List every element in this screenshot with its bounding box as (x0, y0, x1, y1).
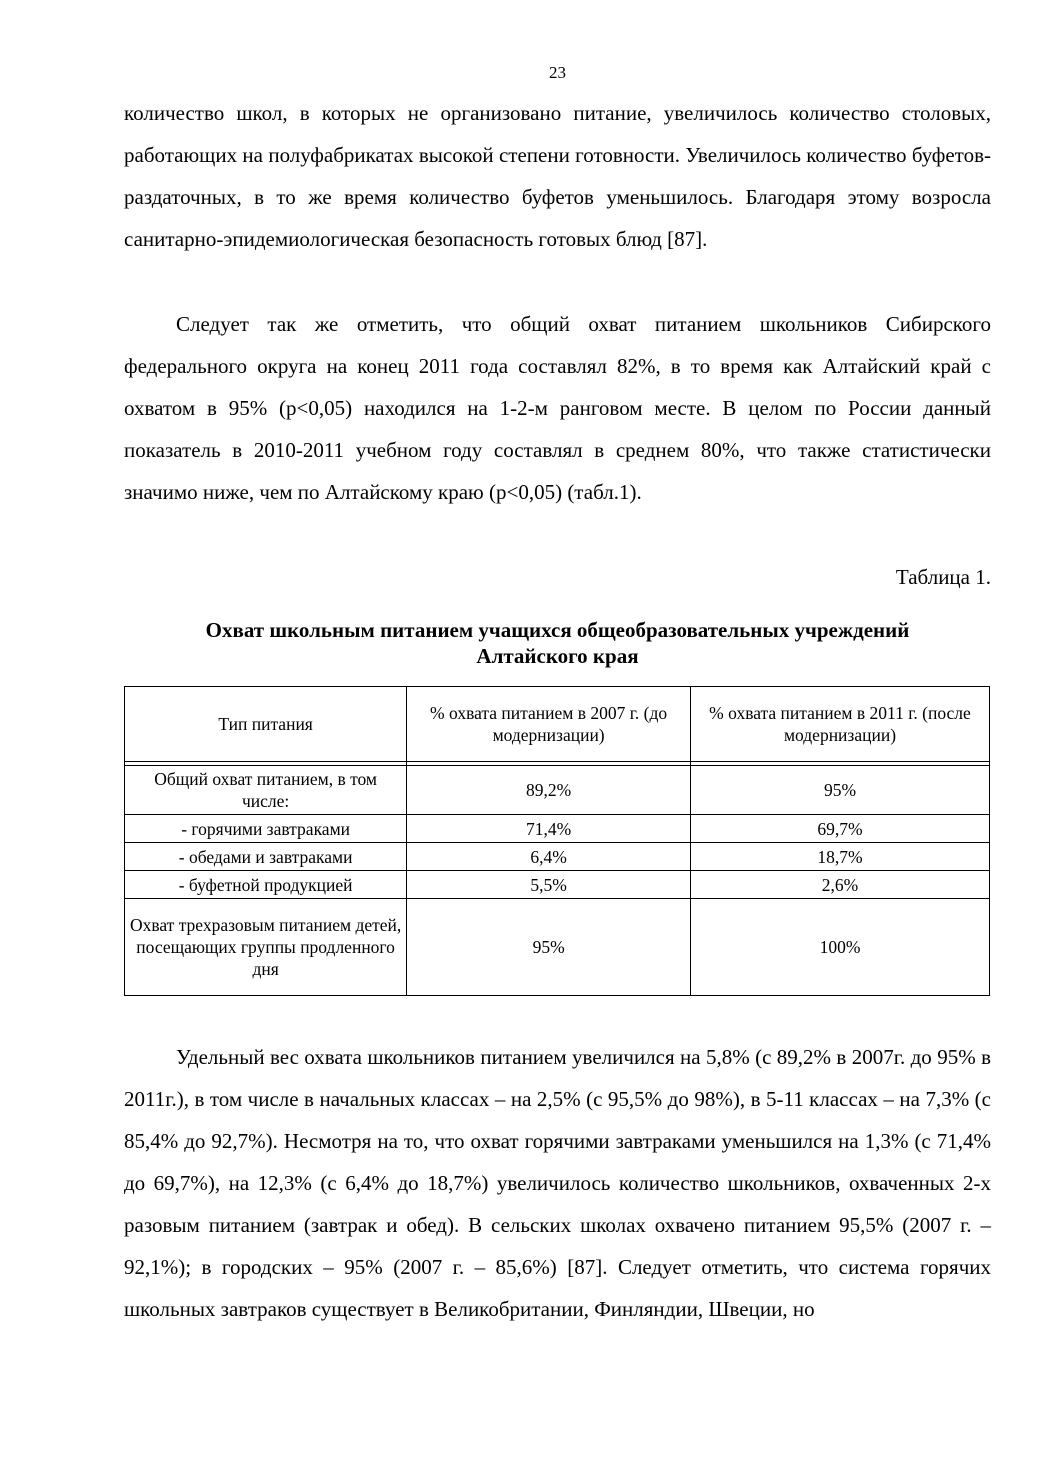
table-row (125, 899, 990, 996)
header-2007: % охвата питанием в 2007 г. (до модернизации) (407, 687, 691, 762)
row-value-2007: 71,4% (407, 815, 691, 843)
table-row (125, 815, 990, 843)
row-value-2011: 95% (690, 766, 989, 815)
table-caption (124, 617, 991, 669)
row-value-2011: 100% (690, 899, 989, 996)
table-caption-line-2: Алтайского края (476, 644, 639, 668)
header-2011: % охвата питанием в 2011 г. (после модернизации) (690, 687, 989, 762)
row-label: - обедами и завтраками (125, 843, 407, 871)
row-value-2007: 6,4% (407, 843, 691, 871)
body-paragraph-2: Следует так же отметить, что общий охват питанием школьников Сибирского федерального округа на конец 2011 года составлял 82%, в то время как Алтайский край с охватом в 95% (р<0,05) находился на 1-2-м ранговом месте. В целом по России данный показатель в 2010-2011 учебном году составлял в среднем 80%, что также статистически значимо ниже, чем по Алтайскому краю (р<0,05) (табл.1). (124, 312, 991, 504)
row-value-2011: 2,6% (690, 871, 989, 899)
row-label: Общий охват питанием, в том числе: (125, 766, 407, 815)
table-header-row (125, 687, 990, 762)
page-number: 23 (549, 63, 566, 82)
row-label: - горячими завтраками (125, 815, 407, 843)
row-value-2007: 89,2% (407, 766, 691, 815)
table-row (125, 843, 990, 871)
row-value-2011: 18,7% (690, 843, 989, 871)
table-row (125, 766, 990, 815)
table-row (125, 871, 990, 899)
row-value-2007: 95% (407, 899, 691, 996)
table-label: Таблица 1. (895, 565, 991, 589)
table-caption-line-1: Охват школьным питанием учащихся общеобразовательных учреждений (205, 618, 910, 642)
coverage-table (124, 686, 990, 996)
row-value-2007: 5,5% (407, 871, 691, 899)
body-paragraph-3: Удельный вес охвата школьников питанием увеличился на 5,8% (с 89,2% в 2007г. до 95% в 2011г.), в том числе в начальных классах – на 2,5% (с 95,5% до 98%), в 5-11 классах – на 7,3% (с 85,4% до 92,7%). Несмотря на то, что охват горячими завтраками уменьшился на 1,3% (с 71,4% до 69,7%), на 12,3% (с 6,4% до 18,7%) увеличилось количество школьников, охваченных 2-х разовым питанием (завтрак и обед). В сельских школах охвачено питанием 95,5% (2007 г. – 92,1%); в городских – 95% (2007 г. – 85,6%) [87]. Следует отметить, что система горячих школьных завтраков существует в Великобритании, Финляндии, Швеции, но (124, 1045, 991, 1321)
row-label: Охват трехразовым питанием детей, посещающих группы продленного дня (125, 899, 407, 996)
row-label: - буфетной продукцией (125, 871, 407, 899)
header-food-type: Тип питания (125, 687, 407, 762)
body-paragraph-1: количество школ, в которых не организовано питание, увеличилось количество столовых, работающих на полуфабрикатах высокой степени готовности. Увеличилось количество буфетов-раздаточных, в то же время количество буфетов уменьшилось. Благодаря этому возросла санитарно-эпидемиологическая безопасность готовых блюд [87]. (124, 101, 991, 251)
row-value-2011: 69,7% (690, 815, 989, 843)
